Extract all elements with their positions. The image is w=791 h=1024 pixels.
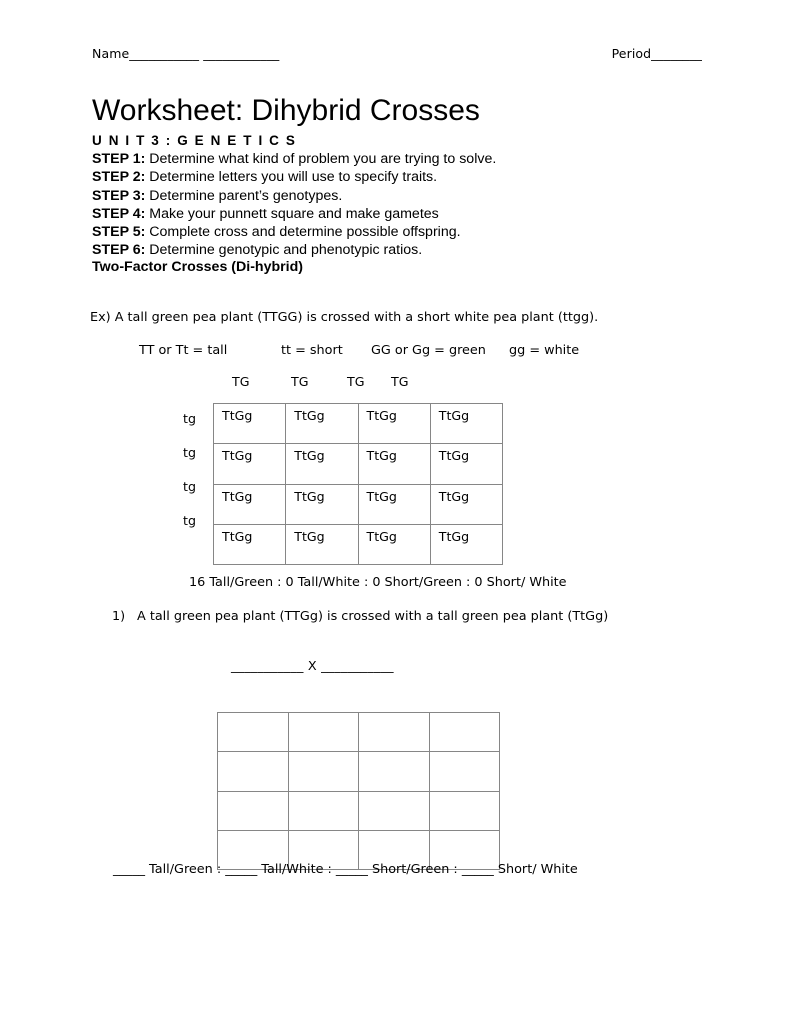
step-label: STEP 3: (92, 187, 146, 204)
column-header-gamete: TG (391, 374, 409, 389)
steps-list (92, 150, 692, 260)
question-1-punnett-square (217, 712, 500, 870)
table-row (218, 713, 500, 752)
punnett-cell[interactable]: TtGg (286, 524, 358, 564)
example-prompt: Ex) A tall green pea plant (TTGG) is crossed with a short white pea plant (ttgg). (90, 310, 599, 325)
punnett-cell[interactable]: TtGg (430, 444, 502, 484)
question-1-ratio-blanks[interactable]: _____ Tall/Green : _____ Tall/White : _____ Short/Green : _____ Short/ White (113, 862, 578, 877)
unit-subtitle: U N I T 3 : G E N E T I C S (92, 133, 297, 148)
table-row (214, 524, 503, 564)
punnett-cell[interactable]: TtGg (214, 444, 286, 484)
step-text: Complete cross and determine possible offspring. (145, 224, 461, 241)
punnett-cell[interactable] (218, 752, 289, 791)
punnett-cell[interactable]: TtGg (430, 484, 502, 524)
column-header-gamete: TG (232, 374, 250, 389)
step-text: Make your punnett square and make gametes (145, 205, 439, 222)
punnett-cell[interactable] (218, 791, 289, 830)
table-row (218, 791, 500, 830)
question-number: 1) (112, 609, 126, 624)
step-item (92, 241, 692, 259)
punnett-cell[interactable]: TtGg (358, 444, 430, 484)
punnett-cell[interactable]: TtGg (358, 484, 430, 524)
example-column-headers (0, 374, 791, 392)
punnett-cell[interactable]: TtGg (286, 444, 358, 484)
punnett-cell[interactable] (359, 752, 430, 791)
step-label: STEP 1: (92, 151, 146, 167)
example-punnett-square (213, 403, 503, 565)
step-item (92, 187, 692, 205)
punnett-cell[interactable]: TtGg (214, 524, 286, 564)
step-text: Determine parent’s genotypes. (145, 187, 343, 204)
step-label: STEP 5: (92, 224, 146, 241)
punnett-cell[interactable] (429, 713, 500, 752)
period-field-label[interactable]: Period________ (611, 46, 702, 61)
table-row (214, 404, 503, 444)
punnett-cell[interactable]: TtGg (286, 404, 358, 444)
step-text: Determine what kind of problem you are trying to solve. (145, 151, 497, 167)
table-row (214, 484, 503, 524)
legend-item-short: tt = short (281, 343, 343, 358)
punnett-cell[interactable] (429, 752, 500, 791)
punnett-cell[interactable] (218, 713, 289, 752)
punnett-cell[interactable]: TtGg (358, 404, 430, 444)
row-header-gamete: tg (183, 479, 196, 494)
punnett-cell[interactable]: TtGg (214, 484, 286, 524)
legend-item-green: GG or Gg = green (371, 343, 486, 358)
step-item (92, 150, 692, 168)
step-text: Determine letters you will use to specify traits. (145, 169, 438, 186)
step-item (92, 205, 692, 223)
row-header-gamete: tg (183, 445, 196, 460)
punnett-cell[interactable]: TtGg (430, 524, 502, 564)
column-header-gamete: TG (291, 374, 309, 389)
cross-blank-line[interactable]: ___________ X ___________ (231, 659, 394, 674)
punnett-cell[interactable]: TtGg (358, 524, 430, 564)
step-label: STEP 2: (92, 169, 146, 186)
punnett-cell[interactable]: TtGg (214, 404, 286, 444)
name-field-label[interactable]: Name___________ ____________ (92, 46, 280, 61)
step-label: STEP 4: (92, 205, 146, 222)
punnett-cell[interactable] (288, 791, 359, 830)
step-item (92, 168, 692, 186)
page-title: Worksheet: Dihybrid Crosses (92, 94, 480, 127)
punnett-cell[interactable] (359, 791, 430, 830)
two-factor-heading: Two-Factor Crosses (Di-hybrid) (92, 259, 303, 275)
legend-item-tall: TT or Tt = tall (139, 343, 228, 358)
example-ratio: 16 Tall/Green : 0 Tall/White : 0 Short/Green : 0 Short/ White (189, 575, 567, 590)
row-header-gamete: tg (183, 411, 196, 426)
row-header-gamete: tg (183, 513, 196, 528)
question-text: A tall green pea plant (TTGg) is crossed with a tall green pea plant (TtGg) (137, 609, 609, 624)
punnett-cell[interactable] (359, 713, 430, 752)
step-text: Determine genotypic and phenotypic ratios. (145, 242, 423, 259)
step-label: STEP 6: (92, 242, 146, 259)
punnett-cell[interactable]: TtGg (430, 404, 502, 444)
punnett-cell[interactable] (429, 791, 500, 830)
column-header-gamete: TG (347, 374, 365, 389)
example-row-headers (183, 403, 209, 540)
header-fields (92, 46, 702, 66)
trait-legend (0, 343, 791, 361)
table-row (218, 752, 500, 791)
table-row (214, 444, 503, 484)
punnett-cell[interactable]: TtGg (286, 484, 358, 524)
step-item (92, 223, 692, 241)
punnett-cell[interactable] (288, 752, 359, 791)
legend-item-white: gg = white (509, 343, 580, 358)
punnett-cell[interactable] (288, 713, 359, 752)
